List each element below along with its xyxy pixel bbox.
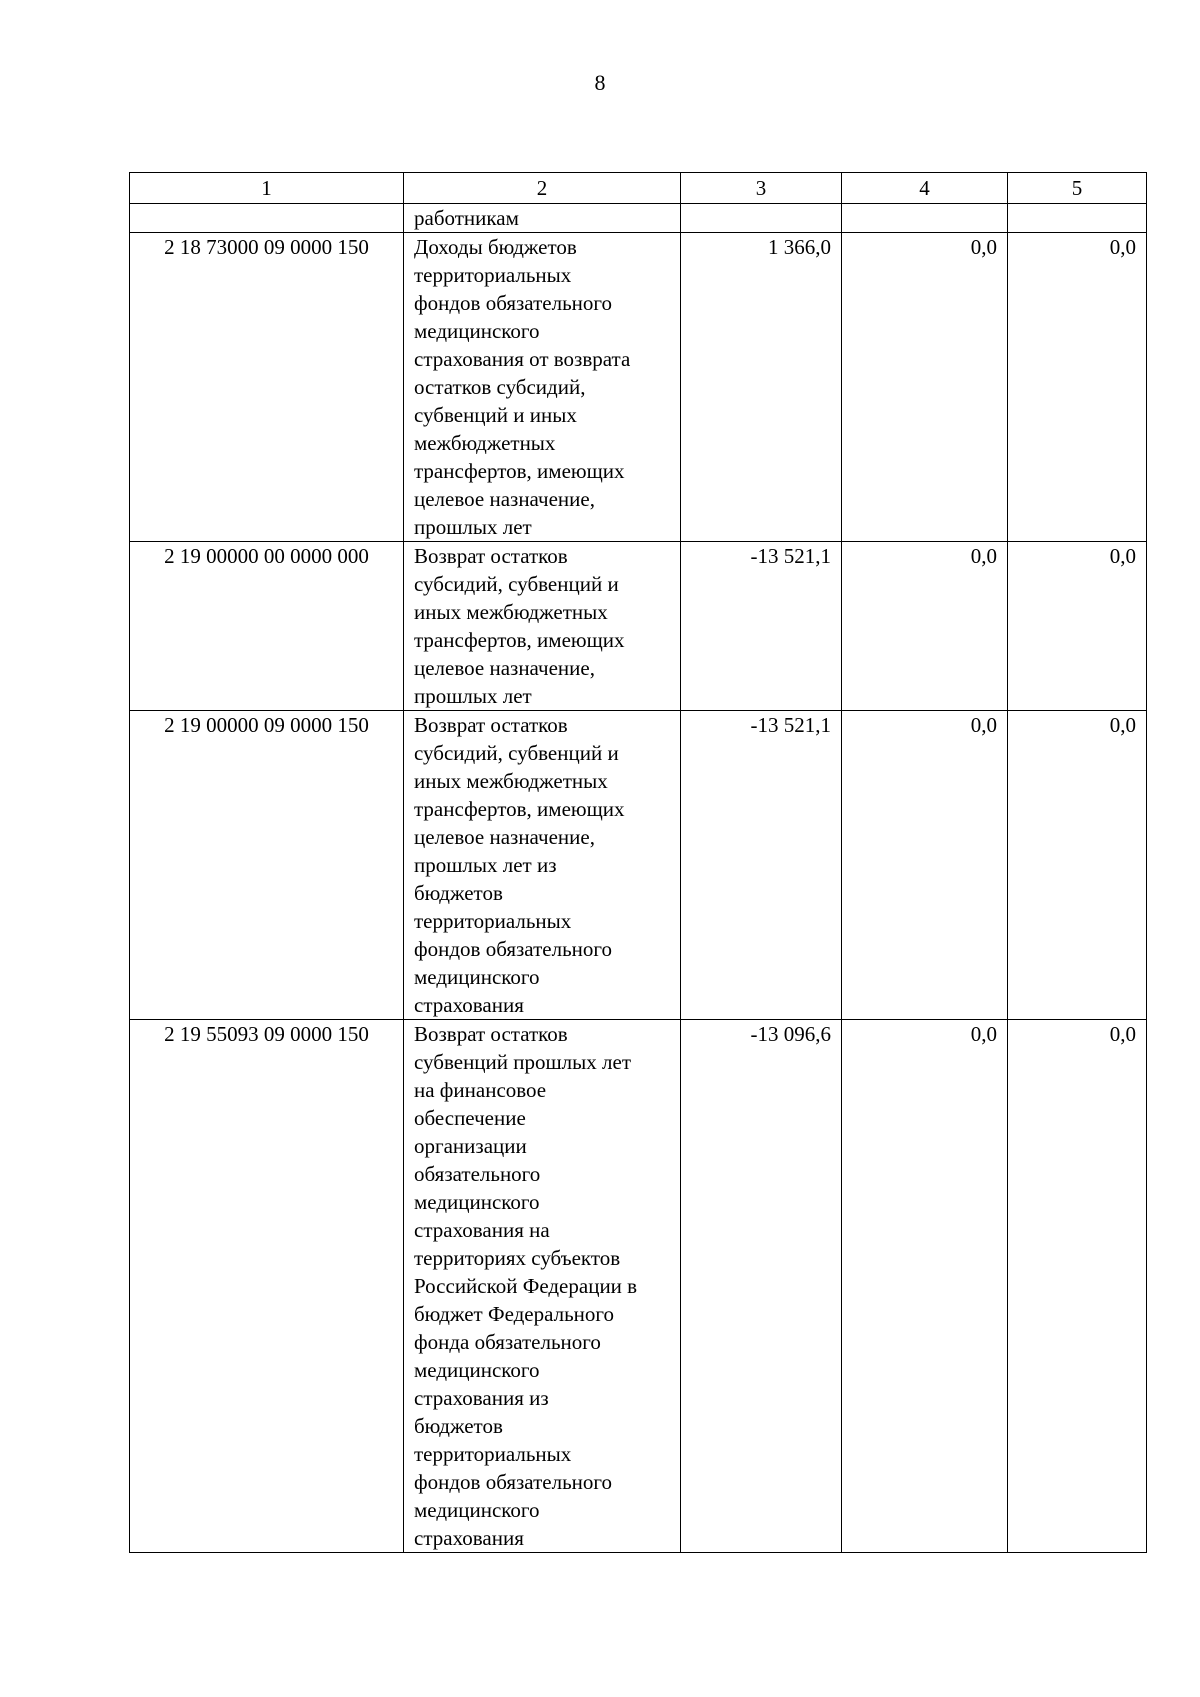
income-name-line: межбюджетных (414, 431, 556, 455)
income-name-line: работникам (414, 206, 519, 230)
amount-cell-5: 0,0 (1008, 542, 1147, 711)
table-row (130, 233, 1147, 542)
table-row (130, 1020, 1147, 1553)
income-name-line: территориальных (414, 909, 572, 933)
income-name-cell (404, 204, 681, 233)
income-name-line: страхования (414, 1526, 524, 1550)
income-name-cell (404, 542, 681, 711)
budget-code-cell: 2 19 00000 09 0000 150 (130, 711, 404, 1020)
income-name-line: прошлых лет (414, 684, 532, 708)
income-name-cell (404, 233, 681, 542)
header-col-1: 1 (130, 173, 404, 204)
amount-cell-5: 0,0 (1008, 1020, 1147, 1553)
income-name-line: на финансовое (414, 1078, 547, 1102)
income-name-line: страхования из (414, 1386, 549, 1410)
table-row (130, 711, 1147, 1020)
income-name-line: обеспечение (414, 1106, 526, 1130)
income-name-line: территориальных (414, 1442, 572, 1466)
budget-code-cell: 2 19 55093 09 0000 150 (130, 1020, 404, 1553)
income-name-line: иных межбюджетных (414, 769, 608, 793)
income-name-line: целевое назначение, (414, 487, 595, 511)
budget-code-cell: 2 19 00000 00 0000 000 (130, 542, 404, 711)
amount-cell-3: -13 096,6 (681, 1020, 842, 1553)
header-col-5: 5 (1008, 173, 1147, 204)
income-name-line: бюджетов (414, 881, 503, 905)
income-name-line: трансфертов, имеющих (414, 628, 625, 652)
page-number: 8 (594, 70, 606, 95)
income-name-line: медицинского (414, 319, 540, 343)
income-name-line: целевое назначение, (414, 656, 595, 680)
income-name-line: субсидий, субвенций и (414, 741, 619, 765)
amount-cell-5 (1008, 204, 1147, 233)
amount-cell-4 (842, 204, 1008, 233)
income-name-line: медицинского (414, 1498, 540, 1522)
income-name-line: прошлых лет (414, 515, 532, 539)
income-name-line: фондов обязательного (414, 937, 612, 961)
income-name-line: организации (414, 1134, 527, 1158)
amount-cell-3: -13 521,1 (681, 711, 842, 1020)
income-name-line: Доходы бюджетов (414, 235, 577, 259)
header-col-3: 3 (681, 173, 842, 204)
amount-cell-3: -13 521,1 (681, 542, 842, 711)
income-name-line: иных межбюджетных (414, 600, 608, 624)
income-name-line: страхования (414, 993, 524, 1017)
amount-cell-3 (681, 204, 842, 233)
header-col-2: 2 (404, 173, 681, 204)
income-name-line: фондов обязательного (414, 291, 612, 315)
income-name-line: территориях субъектов (414, 1246, 621, 1270)
budget-code-cell: 2 18 73000 09 0000 150 (130, 233, 404, 542)
income-name-cell (404, 1020, 681, 1553)
income-name-line: целевое назначение, (414, 825, 595, 849)
income-name-cell (404, 711, 681, 1020)
amount-cell-5: 0,0 (1008, 233, 1147, 542)
amount-cell-5: 0,0 (1008, 711, 1147, 1020)
header-row (130, 173, 1147, 204)
income-name-line: бюджетов (414, 1414, 503, 1438)
amount-cell-4: 0,0 (842, 711, 1008, 1020)
income-name-line: Возврат остатков (414, 1022, 568, 1046)
income-name-line: бюджет Федерального (414, 1302, 615, 1326)
income-name-line: субвенций прошлых лет (414, 1050, 631, 1074)
header-col-4: 4 (842, 173, 1008, 204)
income-name-line: Возврат остатков (414, 544, 568, 568)
income-name-line: медицинского (414, 1358, 540, 1382)
budget-table (129, 172, 1147, 1553)
income-name-line: страхования на (414, 1218, 550, 1242)
income-name-line: медицинского (414, 1190, 540, 1214)
amount-cell-4: 0,0 (842, 1020, 1008, 1553)
table-row (130, 542, 1147, 711)
income-name-line: медицинского (414, 965, 540, 989)
income-name-line: субсидий, субвенций и (414, 572, 619, 596)
income-name-line: фондов обязательного (414, 1470, 612, 1494)
income-name-line: фонда обязательного (414, 1330, 601, 1354)
income-name-line: трансфертов, имеющих (414, 797, 625, 821)
table-row (130, 204, 1147, 233)
income-name-line: страхования от возврата (414, 347, 631, 371)
income-name-line: обязательного (414, 1162, 541, 1186)
income-name-line: Российской Федерации в (414, 1274, 638, 1298)
income-name-line: трансфертов, имеющих (414, 459, 625, 483)
income-name-line: субвенций и иных (414, 403, 577, 427)
budget-code-cell (130, 204, 404, 233)
amount-cell-3: 1 366,0 (681, 233, 842, 542)
amount-cell-4: 0,0 (842, 542, 1008, 711)
income-name-line: территориальных (414, 263, 572, 287)
income-name-line: остатков субсидий, (414, 375, 586, 399)
amount-cell-4: 0,0 (842, 233, 1008, 542)
income-name-line: прошлых лет из (414, 853, 557, 877)
income-name-line: Возврат остатков (414, 713, 568, 737)
table-body (130, 204, 1147, 1553)
